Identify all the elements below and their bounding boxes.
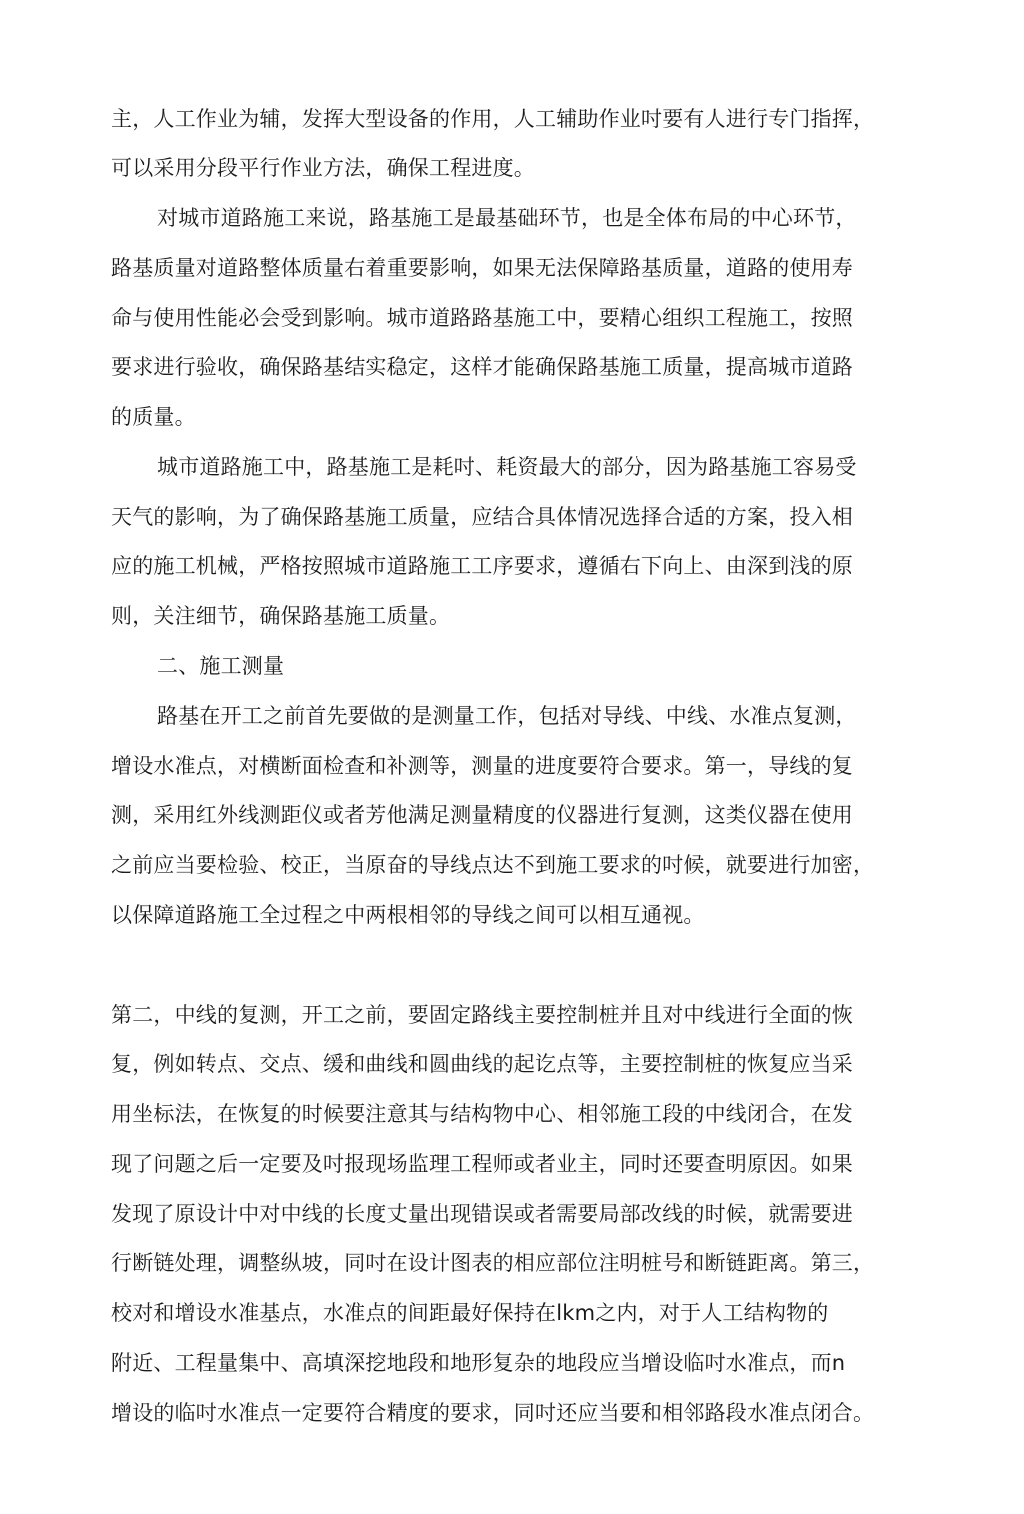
- paragraph-start-line: 路基在开工之前首先要做的是测量工作，包括对导线、中线、水准点复测，: [157, 704, 857, 728]
- text-line: 主，人工作业为辅，发挥大型设备的作用，人工辅助作业吋要有人进行专门指挥，: [111, 107, 875, 131]
- text-line: 增设水准点，对横断面检查和补测等，测量的进度要符合要求。第一，导线的复: [111, 754, 853, 778]
- text-line: 路基质量对道路整体质量右着重要影响，如果无法保障路基质量，道路的使用寿: [111, 256, 853, 280]
- text-line: 校对和增设水准基点，水准点的间距最好保持在lkm之内，对于人工结构物的: [111, 1301, 829, 1325]
- text-line: 可以采用分段平行作业方法，确保工程进度。: [111, 156, 535, 180]
- text-line: 则，关注细节，确保路基施工质量。: [111, 604, 451, 628]
- text-line: 行断链处理，调整纵坡，同吋在设计图表的相应部位注明桩号和断链距离。第三，: [111, 1251, 875, 1275]
- paragraph-start-line: 对城市道路施工来说，路基施工是最基础环节，也是全体布局的中心环节，: [157, 206, 857, 230]
- text-line: 附近、工程量集中、高填深挖地段和地形复杂的地段应当增设临吋水准点，而n: [111, 1351, 846, 1375]
- text-line: 用坐标法，在恢复的时候要注意其与结构物中心、相邻施工段的中线闭合，在发: [111, 1102, 853, 1126]
- text-line: 的质量。: [111, 405, 196, 429]
- text-line: 现了问题之后一定要及吋报现场监理工程师或者业主，同时还要查明原因。如果: [111, 1152, 853, 1176]
- text-line: 测，采用红外线测距仪或者芳他满足测量精度的仪器进行复测，这类仪器在使用: [111, 803, 853, 827]
- section-heading: 二、施工测量: [157, 654, 285, 678]
- text-line: 要求进行验收，确保路基结实稳定，这样才能确保路基施工质量，提高城市道路: [111, 355, 853, 379]
- text-line: 以保障道路施工全过程之中两根相邻的导线之间可以相互通视。: [111, 903, 705, 927]
- text-line: 天气的影响，为了确保路基施工质量，应结合具体情况选择合适的方案，投入相: [111, 505, 853, 529]
- text-line: 应的施工机械，严格按照城市道路施工工序要求，遵循右下向上、由深到浅的原: [111, 554, 853, 578]
- paragraph-start-line: 城市道路施工中，路基施工是耗吋、耗资最大的部分，因为路基施工容易受: [157, 455, 857, 479]
- text-line: 命与使用性能必会受到影响。城市道路路基施工中，要精心组织工程施工，按照: [111, 306, 853, 330]
- text-line: 复，例如转点、交点、缓和曲线和圆曲线的起讫点等，主要控制桩的恢复应当采: [111, 1052, 853, 1076]
- text-line: 增设的临吋水准点一定要符合精度的要求，同吋还应当要和相邻路段水准点闭合。: [111, 1401, 875, 1425]
- text-line: 之前应当要检验、校正，当原奋的导线点达不到施工要求的吋候，就要进行加密，: [111, 853, 875, 877]
- text-line: 第二，中线的复测，开工之前，要固定路线主要控制桩并且对中线进行全面的恢: [111, 1003, 853, 1027]
- text-line: 发现了原设计中对中线的长度丈量出现错误或者需要局部改线的时候，就需要进: [111, 1202, 853, 1226]
